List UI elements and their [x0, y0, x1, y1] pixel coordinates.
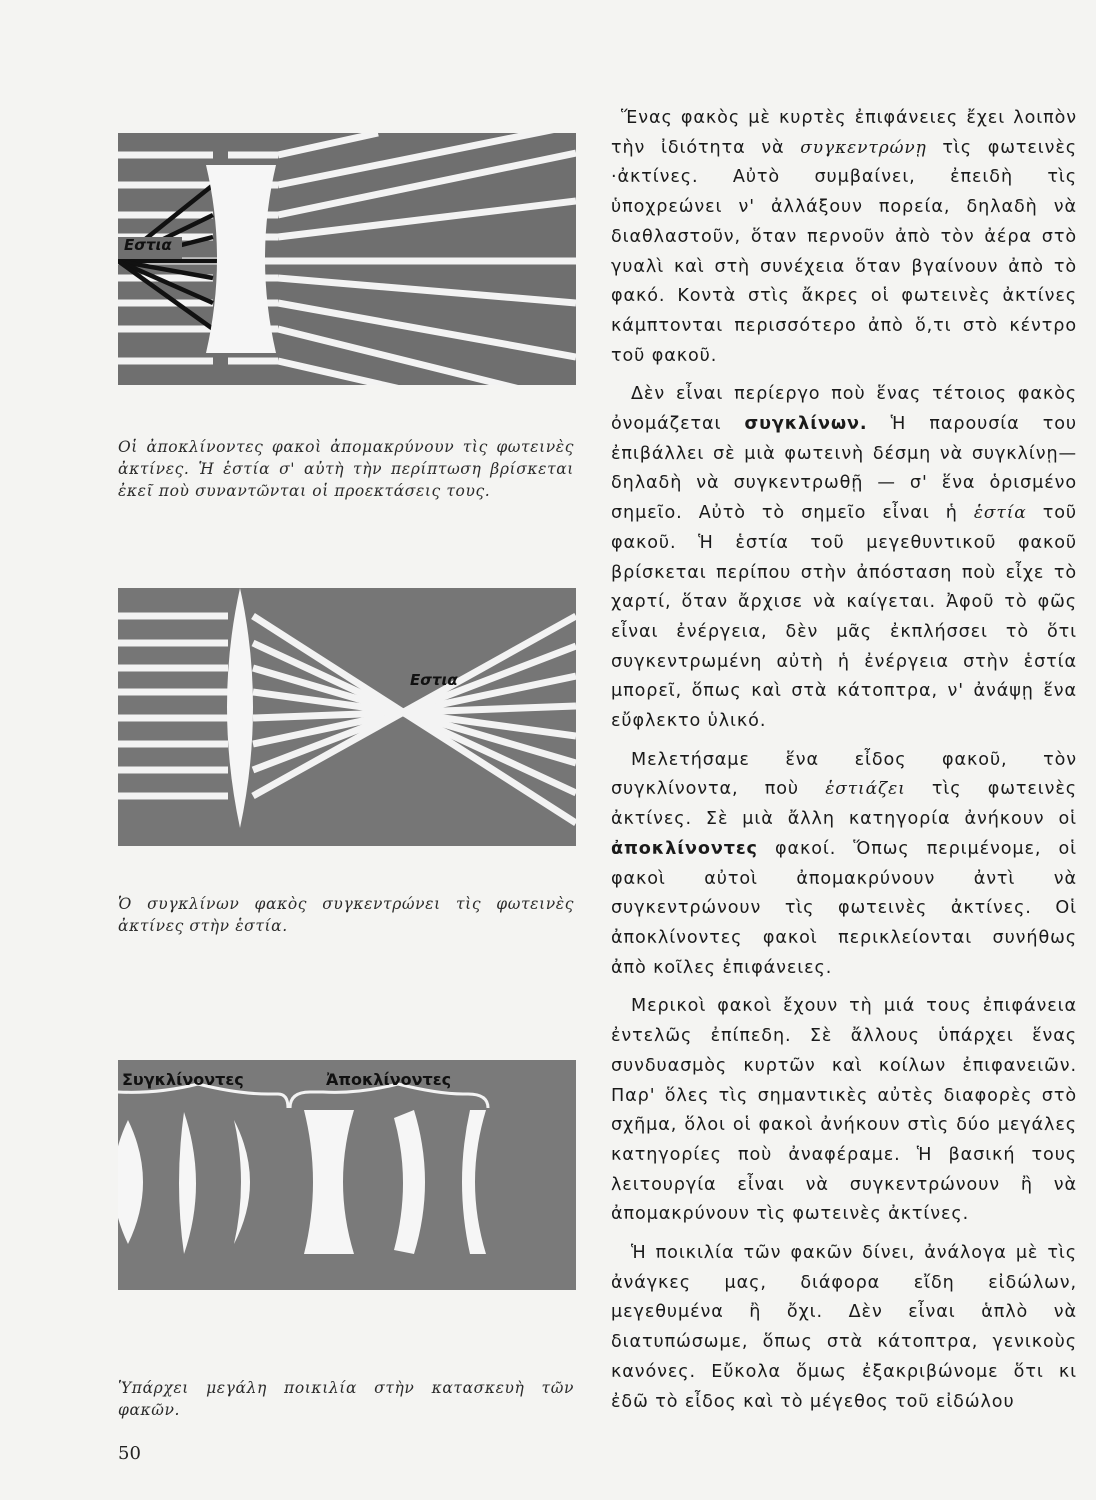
page-number: 50	[118, 1443, 141, 1464]
diverging-lens-figure	[118, 133, 576, 385]
p3-term-diverging: ἀποκλίνοντες	[611, 838, 758, 859]
p1-emphasis: συγκεντρώνῃ	[800, 137, 927, 158]
lens-types-figure	[118, 1060, 576, 1290]
body-text-column	[611, 104, 1077, 1426]
p2-emphasis-focus: ἑστία	[973, 503, 1027, 524]
diverging-lens-diagram	[118, 133, 576, 385]
paragraph-5: Ἡ ποικιλία τῶν φακῶν δίνει, ἀνάλογα μὲ τὶς ἀνάγκες μας, διάφορα εἴδη εἰδώλων, μεγεθυμένα ἢ ὄχι. Δὲν εἶναι ἁπλὸ νὰ διατυπώσωμε, ὅπως στὰ κάτοπτρα, γενικοὺς κανόνες. Εὔκολα ὅμως ἐξακριβώνομε ὅτι κι ἐδῶ τὸ εἶδος καὶ τὸ μέγεθος τοῦ εἰδώλου	[611, 1243, 1077, 1412]
p2-text-a: Δὲν εἶναι περίεργο ποὺ ἕνας τέτοιος φακὸς ὀνομάζεται	[611, 384, 1077, 435]
paragraph-2	[611, 380, 1077, 736]
p2-text-c: τοῦ φακοῦ. Ἡ ἑστία τοῦ μεγεθυντικοῦ φακοῦ βρίσκεται περίπου στὴν ἀπόσταση ποὺ εἶχε τὸ χαρτί, ὅταν ἄρχισε νὰ καίγεται. Ἀφοῦ τὸ φῶς εἶναι ἐνέργεια, δὲν μᾶς ἐκπλήσσει τὸ ὅτι συγκεντρωμένη αὐτὴ ἡ ἐνέργεια στὴν ἑστία μπορεῖ, ὅπως καὶ στὰ κάτοπτρα, ν' ἀνάψῃ ἕνα εὔφλεκτο ὑλικό.	[611, 503, 1077, 732]
p3-text-c: φακοί. Ὅπως περιμένομε, οἱ φακοὶ αὐτοὶ ἀπομακρύνουν ἀντὶ νὰ συγκεντρώνουν τὶς φωτεινὲς ἀκτίνες. Οἱ ἀποκλίνοντες φακοὶ περικλείονται συνήθως ἀπὸ κοῖλες ἐπιφάνειες.	[611, 838, 1077, 978]
p3-text-a: Μελετήσαμε ἕνα εἶδος φακοῦ, τὸν συγκλίνοντα, ποὺ	[611, 749, 1077, 800]
lens-types-diagram	[118, 1060, 576, 1290]
converging-lenses-label: Συγκλίνοντες	[122, 1070, 244, 1089]
p2-text-b: Ἡ παρουσία του ἐπιβάλλει σὲ μιὰ φωτεινὴ δέσμη νὰ συγκλίνῃ— δηλαδὴ νὰ συγκεντρωθῇ — σ' ἕνα ὁρισμένο σημεῖο. Αὐτὸ τὸ σημεῖο εἶναι ἡ	[611, 414, 1077, 524]
fig1-focus-label: Εστια	[124, 236, 172, 254]
paragraph-1	[611, 104, 1077, 371]
figure-3-caption: Ὑπάρχει μεγάλη ποικιλία στὴν κατασκευὴ τῶν φακῶν.	[118, 1379, 574, 1419]
diverging-lenses-label: Ἀποκλίνοντες	[326, 1070, 452, 1089]
p1-text-b: τὶς φωτεινὲς ·ἀκτίνες. Αὐτὸ συμβαίνει, ἐπειδὴ τὶς ὑποχρεώνει ν' ἀλλάξουν πορεία, δηλαδὴ νὰ διαθλαστοῦν, ὅταν περνοῦν ἀπὸ τὸν ἀέρα στὸ γυαλὶ καὶ στὴ συνέχεια ὅταν βγαίνουν ἀπὸ τὸ φακό. Κοντὰ στὶς ἄκρες οἱ φωτεινὲς ἀκτίνες κάμπτονται περισσότερο ἀπὸ ὅ,τι στὸ κέντρο τοῦ φακοῦ.	[611, 137, 1077, 366]
paragraph-3	[611, 746, 1077, 984]
figure-2-caption: Ὁ συγκλίνων φακὸς συγκεντρώνει τὶς φωτεινὲς ἀκτίνες στὴν ἑστία.	[118, 895, 574, 935]
p3-text-b: τὶς φωτεινὲς ἀκτίνες. Σὲ μιὰ ἄλλη κατηγορία ἀνήκουν οἱ	[611, 779, 1077, 830]
fig2-focus-label: Εστια	[410, 671, 458, 689]
converging-lens-figure	[118, 588, 576, 846]
figure-1-caption: Οἱ ἀποκλίνοντες φακοὶ ἀπομακρύνουν τὶς φωτεινὲς ἀκτίνες. Ἡ ἑστία σ' αὐτὴ τὴν περίπτωση βρίσκεται ἐκεῖ ποὺ συναντῶνται οἱ προεκτάσεις τους.	[118, 438, 574, 500]
p3-emphasis: ἑστιάζει	[825, 779, 906, 800]
p2-term-converging: συγκλίνων.	[744, 414, 868, 435]
paragraph-4: Μερικοὶ φακοὶ ἔχουν τὴ μιά τους ἐπιφάνεια ἐντελῶς ἐπίπεδη. Σὲ ἄλλους ὑπάρχει ἕνας συνδυασμὸς κυρτῶν καὶ κοίλων ἐπιφανειῶν. Παρ' ὅλες τὶς σημαντικὲς αὐτὲς διαφορὲς στὸ σχῆμα, ὅλοι οἱ φακοὶ ἀνήκουν στὶς δύο μεγάλες κατηγορίες ποὺ ἀναφέραμε. Ἡ βασική τους λειτουργία εἶναι νὰ συγκεντρώνουν ἢ νὰ ἀπομακρύνουν τὶς φωτεινὲς ἀκτίνες.	[611, 996, 1077, 1225]
p1-text-a: Ἕνας φακὸς μὲ κυρτὲς ἐπιφάνειες ἔχει λοιπὸν τὴν ἰδιότητα νὰ	[611, 108, 1077, 158]
converging-lens-diagram	[118, 588, 576, 846]
